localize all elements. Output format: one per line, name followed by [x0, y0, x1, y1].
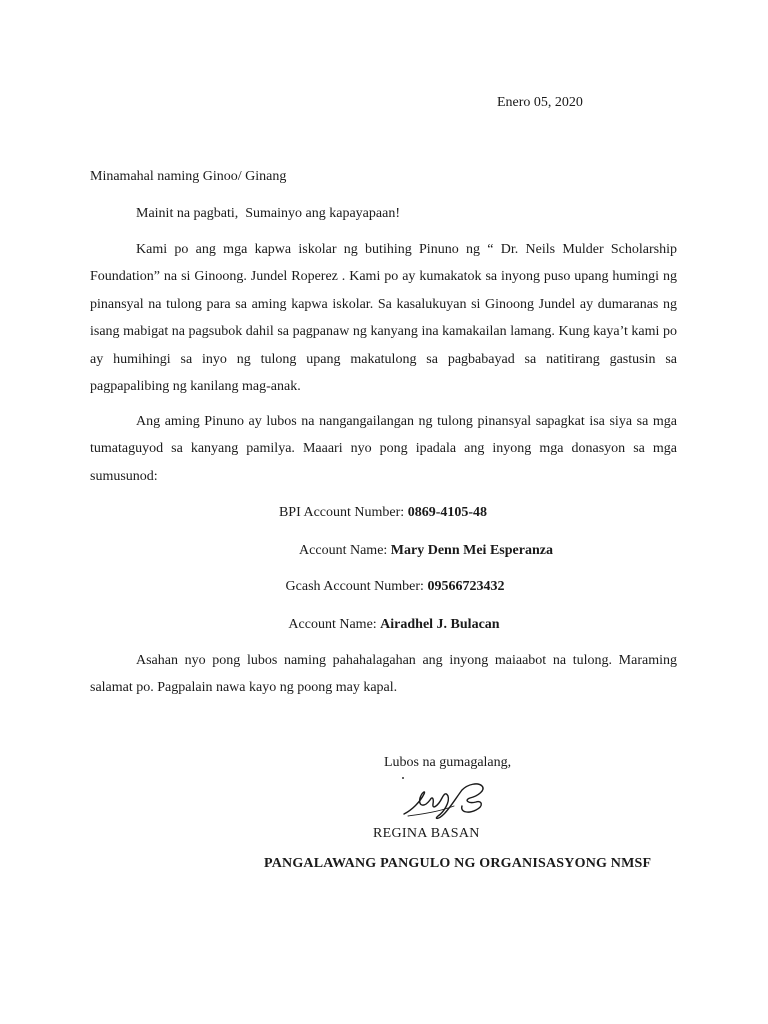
body-paragraph-3: Asahan nyo pong lubos naming pahahalagahan ang inyong maiaabot na tulong. Maraming salamat po. Pagpalain nawa kayo ng poong may kapal. — [90, 653, 677, 696]
greeting: Mainit na pagbati, Sumainyo ang kapayapaan! — [136, 206, 400, 221]
bpi-account-name — [42, 541, 768, 560]
salutation: Minamahal naming Ginoo/ Ginang — [90, 169, 287, 184]
signer-name: REGINA BASAN — [373, 826, 480, 841]
gcash-account-name-value: Airadhel J. Bulacan — [380, 617, 500, 632]
gcash-account-number-value: 09566723432 — [427, 579, 505, 594]
closing: Lubos na gumagalang, — [384, 755, 512, 770]
gcash-account-name-label: Account Name: — [288, 617, 381, 632]
bpi-account-number-label: BPI Account Number: — [278, 505, 408, 520]
gcash-account-number — [11, 577, 768, 596]
signature-image — [398, 776, 494, 822]
bpi-account-name-value: Mary Denn Mei Esperanza — [390, 543, 553, 558]
bpi-account-number — [0, 503, 767, 522]
body-paragraph-2: Ang aming Pinuno ay lubos na nangangailangan ng tulong pinansyal sapagkat isa siya sa mga tumataguyod sa kanyang pamilya. Maaari nyo pong ipadala ang inyong mga donasyon sa mga sumusunod: — [90, 414, 677, 484]
letter-date: Enero 05, 2020 — [497, 95, 583, 110]
gcash-account-name — [10, 615, 768, 634]
signer-title: PANGALAWANG PANGULO NG ORGANISASYONG NMSF — [264, 856, 652, 871]
bpi-account-number-value: 0869-4105-48 — [407, 505, 488, 520]
bpi-account-name-label: Account Name: — [299, 543, 391, 558]
body-paragraph-1: Kami po ang mga kapwa iskolar ng butihing Pinuno ng “ Dr. Neils Mulder Scholarship Foundation” na si Ginoong. Jundel Roperez . Kami po ay kumakatok sa inyong puso upang humingi ng pinansyal na tulong para sa aming kapwa iskolar. Sa kasalukuyan si Ginoong Jundel ay dumaranas ng isang mabigat na pagsubok dahil sa pagpanaw ng kanyang ina kamakailan lamang. Kung kaya’t kami po ay humihingi sa inyo ng tulong upang makatulong sa pagbabayad sa natitirang gastusin sa pagpapalibing ng kanilang mag-anak. — [90, 242, 677, 395]
gcash-account-number-label: Gcash Account Number: — [285, 579, 428, 594]
